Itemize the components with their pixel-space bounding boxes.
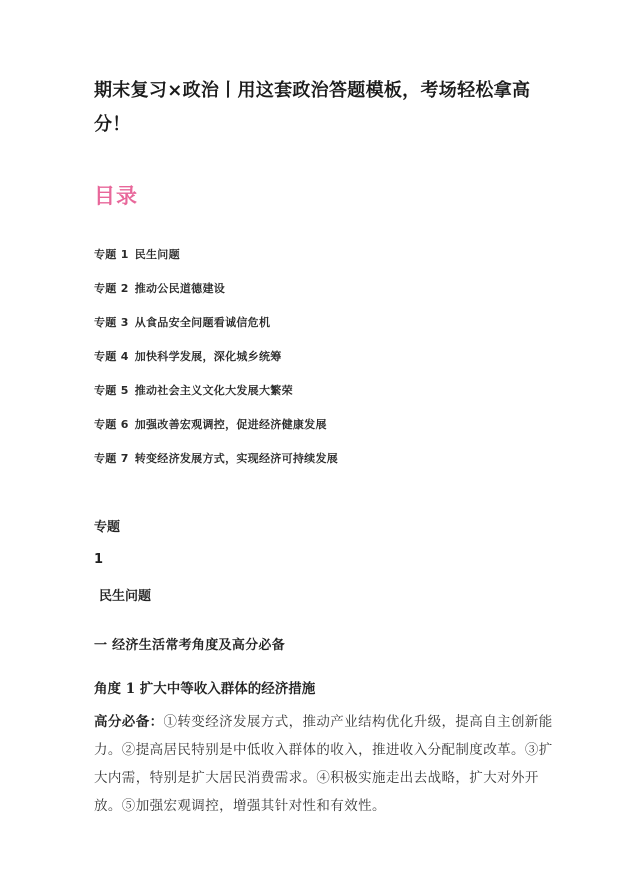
- toc-item-number: 专题 3: [94, 316, 129, 329]
- toc-item-4[interactable]: [94, 348, 338, 382]
- toc-item-label: 民生问题: [134, 248, 180, 261]
- toc-item-label: 转变经济发展方式，实现经济可持续发展: [134, 452, 339, 465]
- toc-item-3[interactable]: [94, 314, 338, 348]
- toc-item-6[interactable]: [94, 416, 338, 450]
- body-paragraph: [94, 708, 554, 820]
- toc-item-label: 从食品安全问题看诚信危机: [134, 316, 271, 329]
- toc-item-label: 推动社会主义文化大发展大繁荣: [134, 384, 293, 397]
- toc-item-number: 专题 1: [94, 248, 129, 261]
- toc-item-2[interactable]: [94, 280, 338, 314]
- section-number: 1: [94, 552, 104, 567]
- toc-item-label: 推动公民道德建设: [134, 282, 226, 295]
- section-word: 专题: [94, 520, 121, 535]
- toc-item-number: 专题 4: [94, 350, 129, 363]
- body-text: ①转变经济发展方式，推动产业结构优化升级，提高自主创新能力。②提高居民特别是中低收入群体的收入，推进收入分配制度改革。③扩大内需，特别是扩大居民消费需求。④积极实施走出去战略，扩大对外开放。⑤加强宏观调控，增强其针对性和有效性。: [94, 714, 553, 814]
- toc-item-7[interactable]: [94, 450, 338, 484]
- toc-item-number: 专题 6: [94, 418, 129, 431]
- body-lead: 高分必备：: [94, 714, 164, 730]
- toc-item-5[interactable]: [94, 382, 338, 416]
- toc-item-1[interactable]: [94, 246, 338, 280]
- toc-item-number: 专题 7: [94, 452, 129, 465]
- toc-heading: 目录: [94, 184, 138, 208]
- article-title: 期末复习×政治丨用这套政治答题模板，考场轻松拿高分！: [94, 80, 531, 135]
- toc-item-label: 加强改善宏观调控，促进经济健康发展: [134, 418, 327, 431]
- section-name: 民生问题: [99, 589, 152, 604]
- toc-item-label: 加快科学发展，深化城乡统筹: [134, 350, 282, 363]
- toc-list: [94, 246, 338, 484]
- toc-item-number: 专题 5: [94, 384, 129, 397]
- toc-item-number: 专题 2: [94, 282, 129, 295]
- subsection-heading: 一 经济生活常考角度及高分必备: [94, 638, 286, 653]
- angle-heading: 角度 1 扩大中等收入群体的经济措施: [94, 681, 316, 697]
